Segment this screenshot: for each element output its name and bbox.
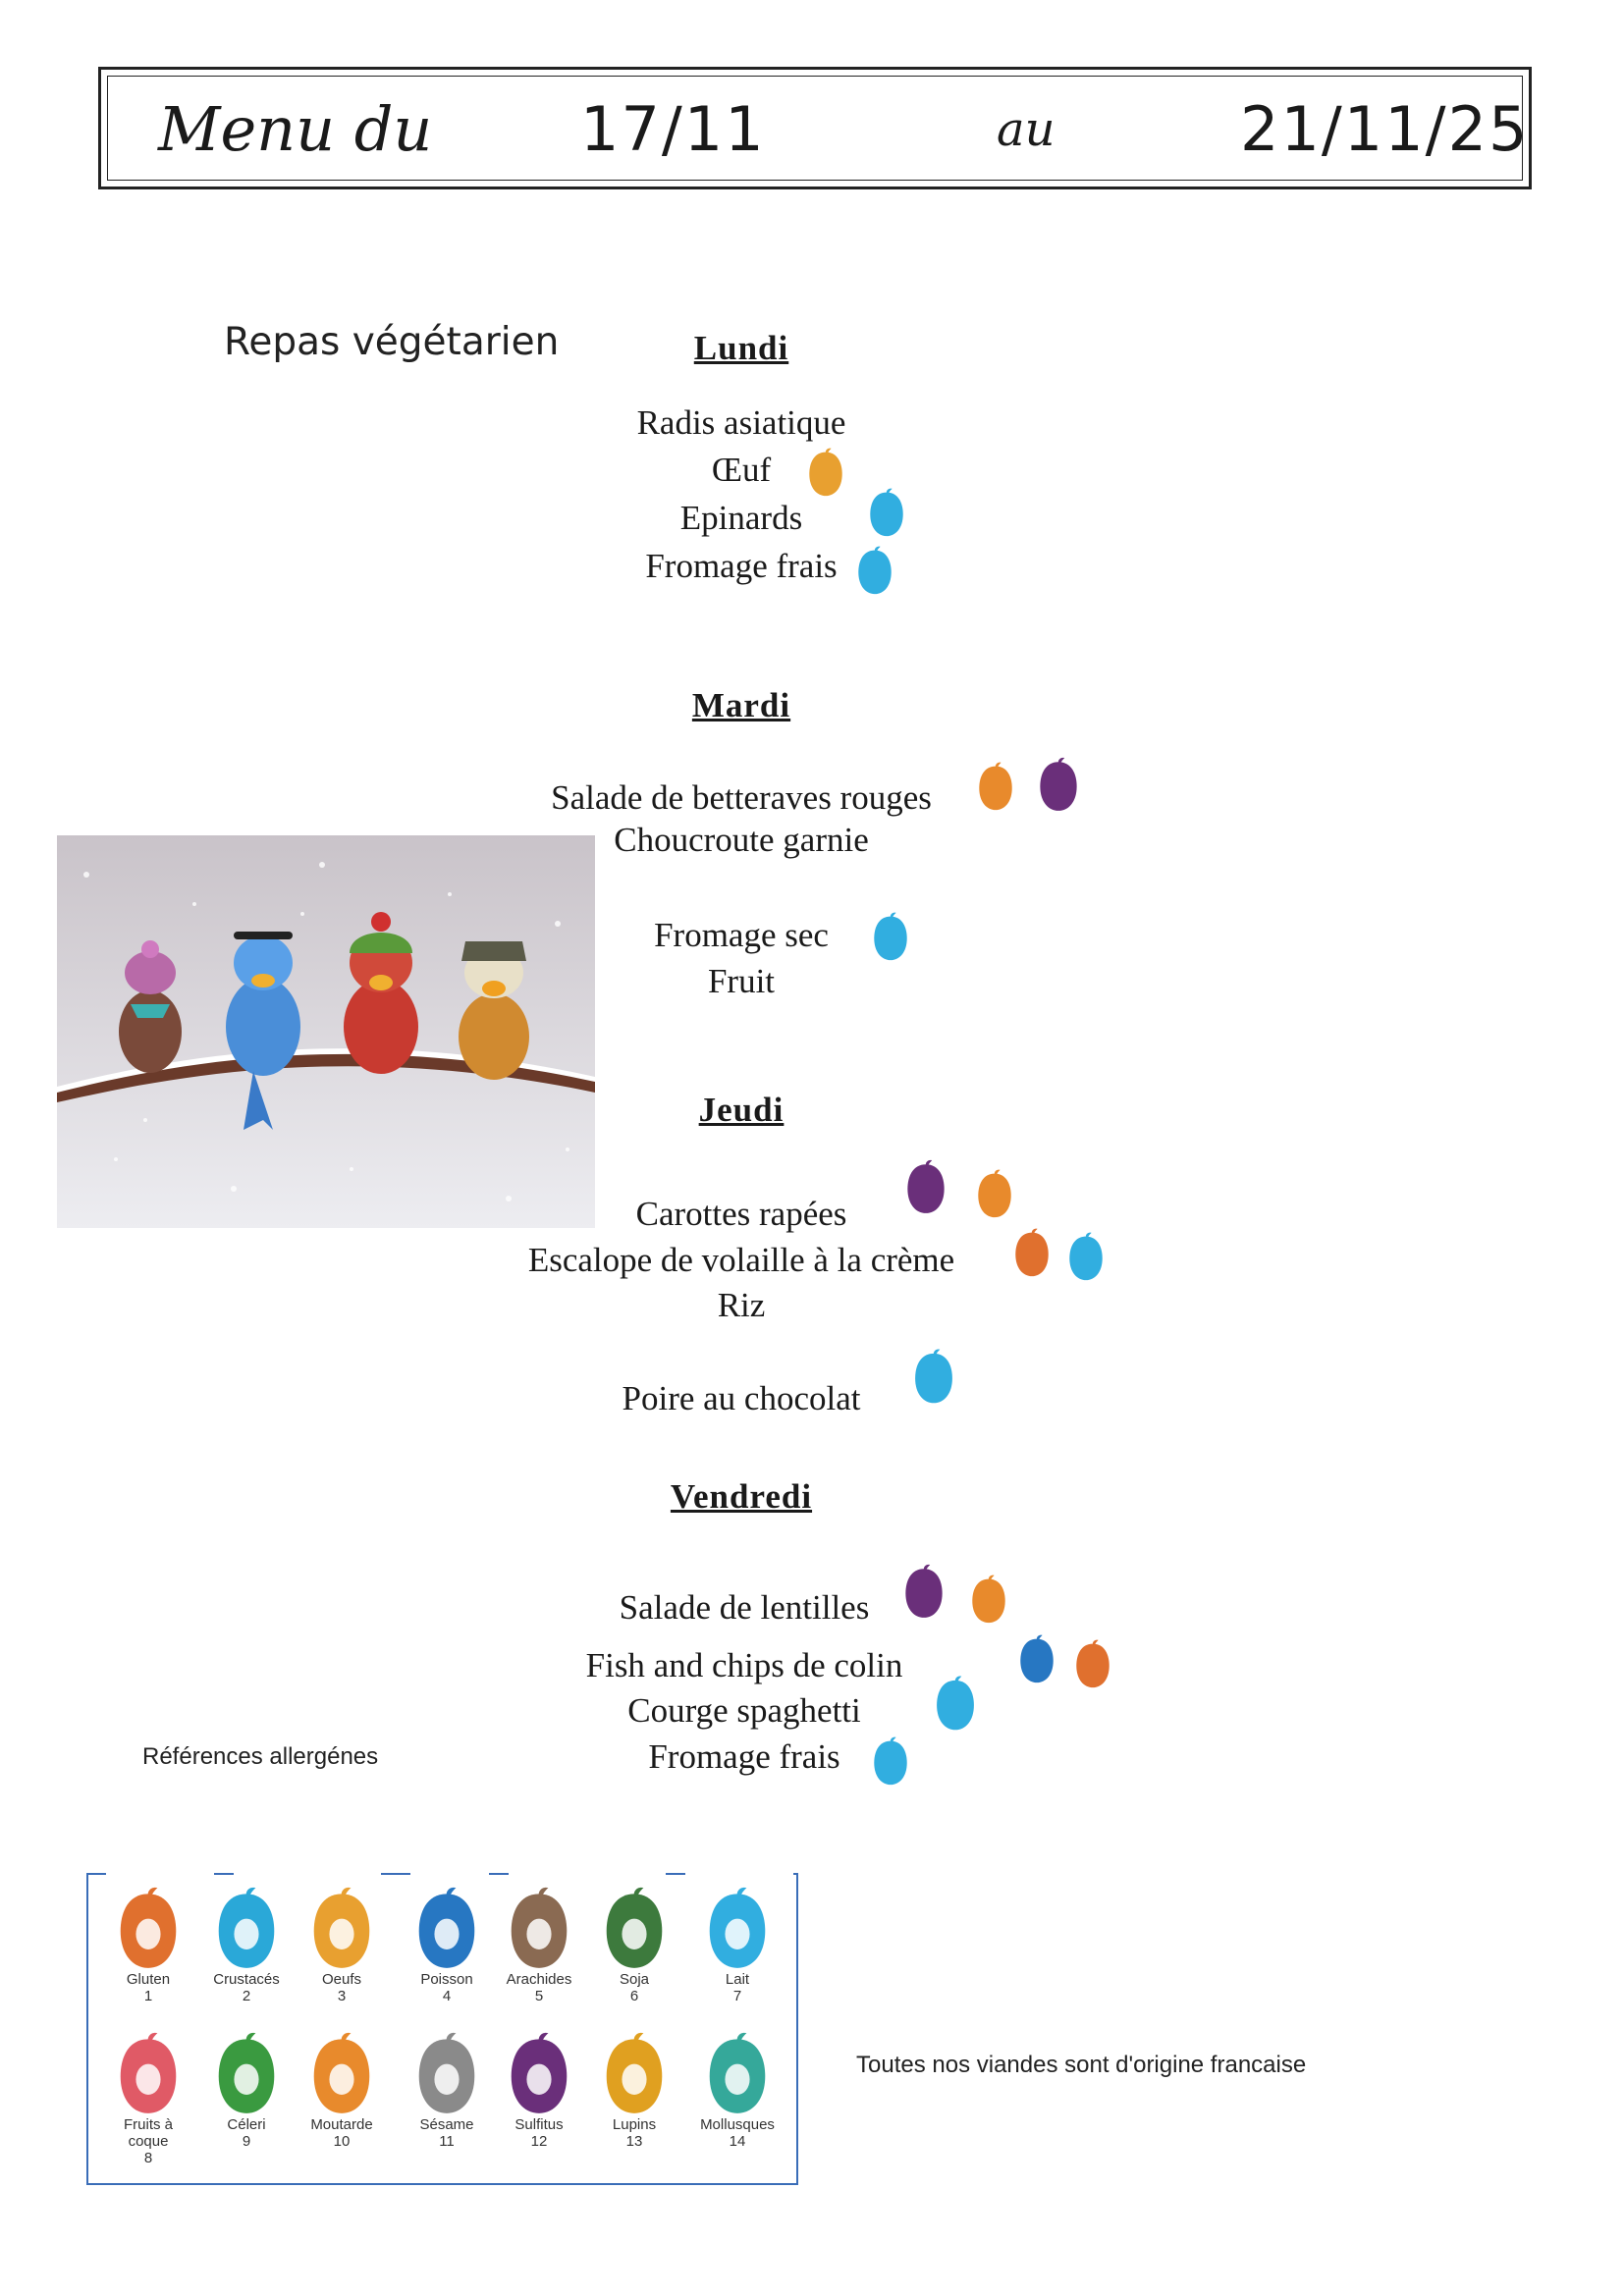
allergen-legend-item [403,2030,491,2150]
crustaceans-icon [212,1885,281,1971]
allergen-legend-number: 13 [625,2133,643,2150]
menu-header [98,67,1532,189]
allergen-legend-number: 11 [439,2133,455,2150]
dish-lundi-3: Epinards [679,499,803,537]
celery-icon [212,2030,281,2116]
nuts-icon [114,2030,183,2116]
winter-birds-photo [57,835,595,1228]
allergen-legend-item [104,2030,192,2166]
sulphites-icon [1031,756,1086,813]
date-separator: au [997,102,1056,157]
dish-vendredi-4: Fromage frais [648,1737,840,1776]
milk-icon [935,1674,976,1733]
sulphites-icon [898,1158,953,1215]
sesame-icon [412,2030,481,2116]
day-heading-lundi: Lundi [693,329,789,367]
allergen-legend-item [202,1885,291,2004]
allergen-legend-label: Arachides [506,1971,572,1988]
eggs-icon [807,447,844,498]
sulphites-icon [896,1563,951,1620]
dish-lundi-1: Radis asiatique [636,403,846,442]
allergen-legend-label: Soja [619,1971,650,1988]
allergen-legend-label: Sulfitus [514,2116,564,2133]
allergen-legend-number: 14 [729,2133,746,2150]
allergen-legend-item [590,2030,678,2150]
dish-mardi-1: Salade de betteraves rouges [551,778,932,817]
day-heading-jeudi: Jeudi [698,1091,785,1129]
allergen-legend-item [298,1885,386,2004]
allergen-legend-item [495,1885,583,2004]
allergen-legend-number: 7 [732,1988,742,2004]
allergen-legend-label: Lait [725,1971,750,1988]
allergen-legend-number: 12 [530,2133,548,2150]
milk-icon [872,911,909,962]
allergen-legend-number: 6 [629,1988,639,2004]
allergen-legend-item [202,2030,291,2150]
dish-jeudi-2: Escalope de volaille à la crème [527,1241,955,1279]
vegetarian-meal-label: Repas végétarien [224,320,560,364]
mustard-icon [307,2030,376,2116]
milk-icon [872,1735,909,1787]
mustard-icon [977,761,1014,812]
end-date: 21/11/25 [1240,93,1530,165]
dish-lundi-4: Fromage frais [645,547,838,585]
allergen-legend-item [693,2030,782,2150]
allergen-legend-number: 10 [333,2133,351,2150]
allergen-legend-label: Sésame [419,2116,474,2133]
day-heading-mardi: Mardi [691,686,791,724]
allergen-legend-item [403,1885,491,2004]
fish-icon [1018,1633,1056,1684]
mustard-icon [970,1574,1007,1625]
milk-icon [856,545,893,596]
allergen-legend [86,1873,798,2185]
dish-lundi-2: Œuf [711,451,772,489]
meat-origin-note: Toutes nos viandes sont d'origine francaise [856,2052,1307,2078]
allergen-legend-item [495,2030,583,2150]
peanuts-icon [505,1885,573,1971]
dish-mardi-2: Choucroute garnie [614,821,869,859]
allergen-legend-label: Poisson [420,1971,473,1988]
allergen-legend-label: Oeufs [321,1971,362,1988]
allergen-legend-label: Moutarde [310,2116,373,2133]
allergen-legend-number: 1 [143,1988,153,2004]
gluten-icon [1074,1638,1111,1689]
soy-icon [600,1885,669,1971]
allergen-legend-item [104,1885,192,2004]
molluscs-icon [703,2030,772,2116]
milk-icon [913,1347,954,1406]
fish-icon [412,1885,481,1971]
bird-yellow-cap [459,941,529,1080]
allergen-legend-label: Fruits à coque [123,2116,173,2150]
dish-jeudi-3: Riz [717,1286,766,1324]
sulphites-icon [505,2030,573,2116]
dish-vendredi-1: Salade de lentilles [619,1588,870,1627]
allergen-legend-number: 4 [442,1988,452,2004]
allergen-legend-number: 5 [534,1988,544,2004]
allergen-legend-number: 9 [242,2133,251,2150]
start-date: 17/11 [580,93,766,165]
allergen-legend-item [298,2030,386,2150]
allergen-legend-item [693,1885,782,2004]
gluten-icon [1013,1227,1051,1278]
dish-vendredi-2: Fish and chips de colin [585,1646,903,1684]
allergen-legend-number: 3 [337,1988,347,2004]
dish-jeudi-1: Carottes rapées [635,1195,847,1233]
allergen-legend-label: Céleri [227,2116,266,2133]
dish-mardi-4: Fruit [707,962,776,1000]
milk-icon [703,1885,772,1971]
allergen-legend-number: 2 [242,1988,251,2004]
allergen-references-label: Références allergénes [142,1743,379,1770]
dish-jeudi-4: Poire au chocolat [622,1379,861,1417]
day-heading-vendredi: Vendredi [670,1477,813,1516]
mustard-icon [976,1168,1013,1219]
allergen-legend-number: 8 [143,2150,153,2166]
allergen-legend-label: Gluten [126,1971,171,1988]
milk-icon [1067,1231,1105,1282]
milk-icon [868,487,905,538]
allergen-legend-label: Lupins [612,2116,657,2133]
dish-mardi-3: Fromage sec [654,916,829,954]
dish-vendredi-3: Courge spaghetti [627,1691,861,1730]
eggs-icon [307,1885,376,1971]
menu-label: Menu du [158,93,433,165]
gluten-icon [114,1885,183,1971]
allergen-legend-label: Crustacés [213,1971,280,1988]
lupin-icon [600,2030,669,2116]
allergen-legend-item [590,1885,678,2004]
winter-birds-illustration [57,835,595,1228]
allergen-legend-label: Mollusques [700,2116,775,2133]
